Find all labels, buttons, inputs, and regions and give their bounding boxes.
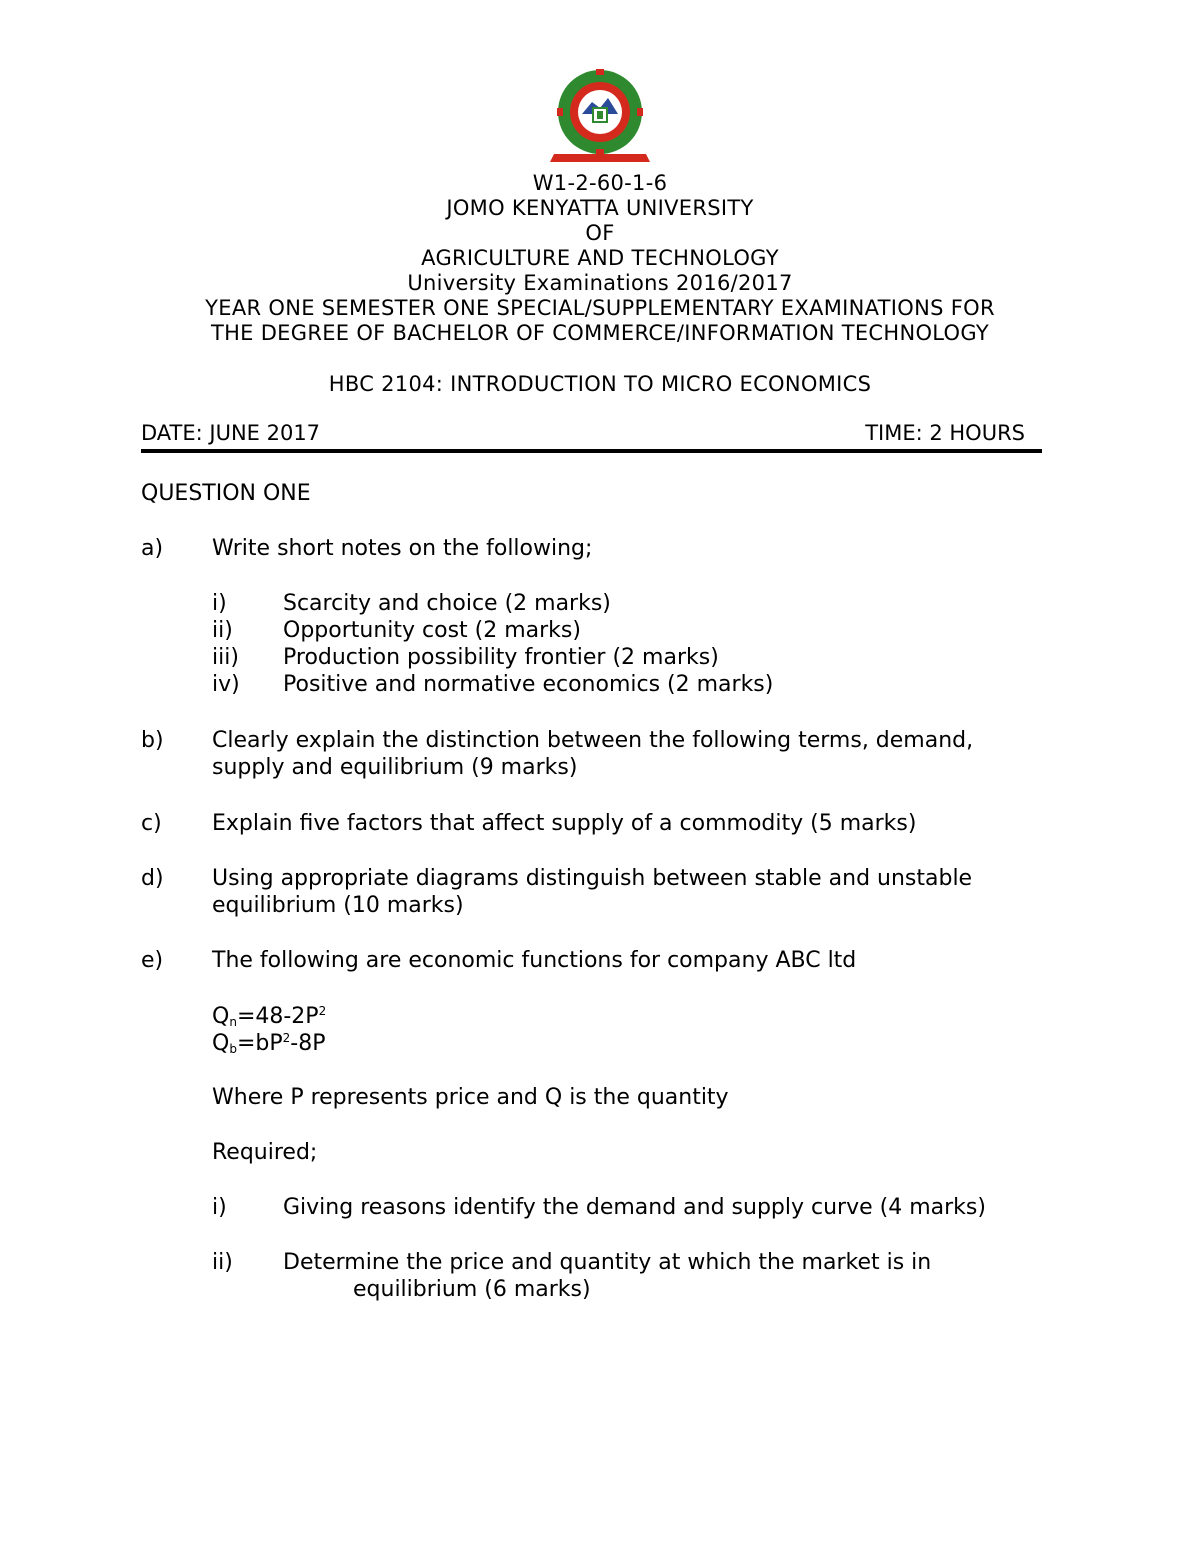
exam-session: University Examinations 2016/2017 <box>407 271 793 295</box>
part-d-text-line1: Using appropriate diagrams distinguish between stable and unstable <box>212 866 973 891</box>
eq-superscript: 2 <box>318 1004 327 1018</box>
university-name-line3: AGRICULTURE AND TECHNOLOGY <box>421 246 779 270</box>
eq-subscript: b <box>229 1042 237 1056</box>
supply-equation <box>212 1030 325 1060</box>
part-e-item-label: i) <box>212 1195 227 1220</box>
part-a-item-text: Production possibility frontier (2 marks) <box>283 645 719 670</box>
eq-superscript: 2 <box>282 1031 291 1045</box>
part-a-item-label: i) <box>212 591 227 616</box>
part-a-text: Write short notes on the following; <box>212 536 593 561</box>
part-c-label: c) <box>141 811 162 836</box>
part-a-item-text: Scarcity and choice (2 marks) <box>283 591 611 616</box>
part-c-text: Explain five factors that affect supply of a commodity (5 marks) <box>212 811 917 836</box>
part-a-label: a) <box>141 536 164 561</box>
exam-title-line2: THE DEGREE OF BACHELOR OF COMMERCE/INFORMATION TECHNOLOGY <box>210 321 990 345</box>
exam-title-line1: YEAR ONE SEMESTER ONE SPECIAL/SUPPLEMENTARY EXAMINATIONS FOR <box>205 296 995 320</box>
exam-duration: TIME: 2 HOURS <box>865 421 1025 445</box>
eq-body: =48-2P <box>236 1004 319 1029</box>
part-a-item-text: Opportunity cost (2 marks) <box>283 618 581 643</box>
part-a-item-label: iv) <box>212 672 240 697</box>
required-label: Required; <box>212 1140 318 1165</box>
university-crest-icon <box>546 68 654 168</box>
university-name-line1: JOMO KENYATTA UNIVERSITY <box>446 196 754 220</box>
part-e-label: e) <box>141 948 164 973</box>
eq-symbol: Q <box>212 1031 230 1056</box>
date-time-row <box>141 421 1025 446</box>
demand-equation <box>212 1003 326 1033</box>
part-d-text-line2: equilibrium (10 marks) <box>212 893 464 918</box>
part-e-item-text-line1: Determine the price and quantity at which the market is in <box>283 1250 932 1275</box>
part-a-item-label: iii) <box>212 645 239 670</box>
part-e-item-label: ii) <box>212 1250 233 1275</box>
eq-subscript: n <box>229 1015 237 1029</box>
header-divider <box>141 449 1042 453</box>
part-d-label: d) <box>141 866 164 891</box>
part-a-item-label: ii) <box>212 618 233 643</box>
university-name-line2: OF <box>585 221 615 245</box>
course-title: HBC 2104: INTRODUCTION TO MICRO ECONOMICS <box>328 372 872 396</box>
where-note: Where P represents price and Q is the quantity <box>212 1085 729 1110</box>
part-e-item-text: Giving reasons identify the demand and supply curve (4 marks) <box>283 1195 986 1220</box>
exam-code: W1-2-60-1-6 <box>532 171 668 195</box>
eq-symbol: Q <box>212 1004 230 1029</box>
part-e-text: The following are economic functions for company ABC ltd <box>212 948 857 973</box>
part-e-item-text-line2: equilibrium (6 marks) <box>353 1277 591 1302</box>
part-a-item-text: Positive and normative economics (2 marks) <box>283 672 774 697</box>
exam-date: DATE: JUNE 2017 <box>141 421 321 445</box>
eq-tail: -8P <box>290 1031 326 1056</box>
part-b-label: b) <box>141 728 164 753</box>
question-heading: QUESTION ONE <box>141 481 311 506</box>
part-b-text-line2: supply and equilibrium (9 marks) <box>212 755 578 780</box>
eq-body: =bP <box>236 1031 283 1056</box>
part-b-text-line1: Clearly explain the distinction between the following terms, demand, <box>212 728 974 753</box>
